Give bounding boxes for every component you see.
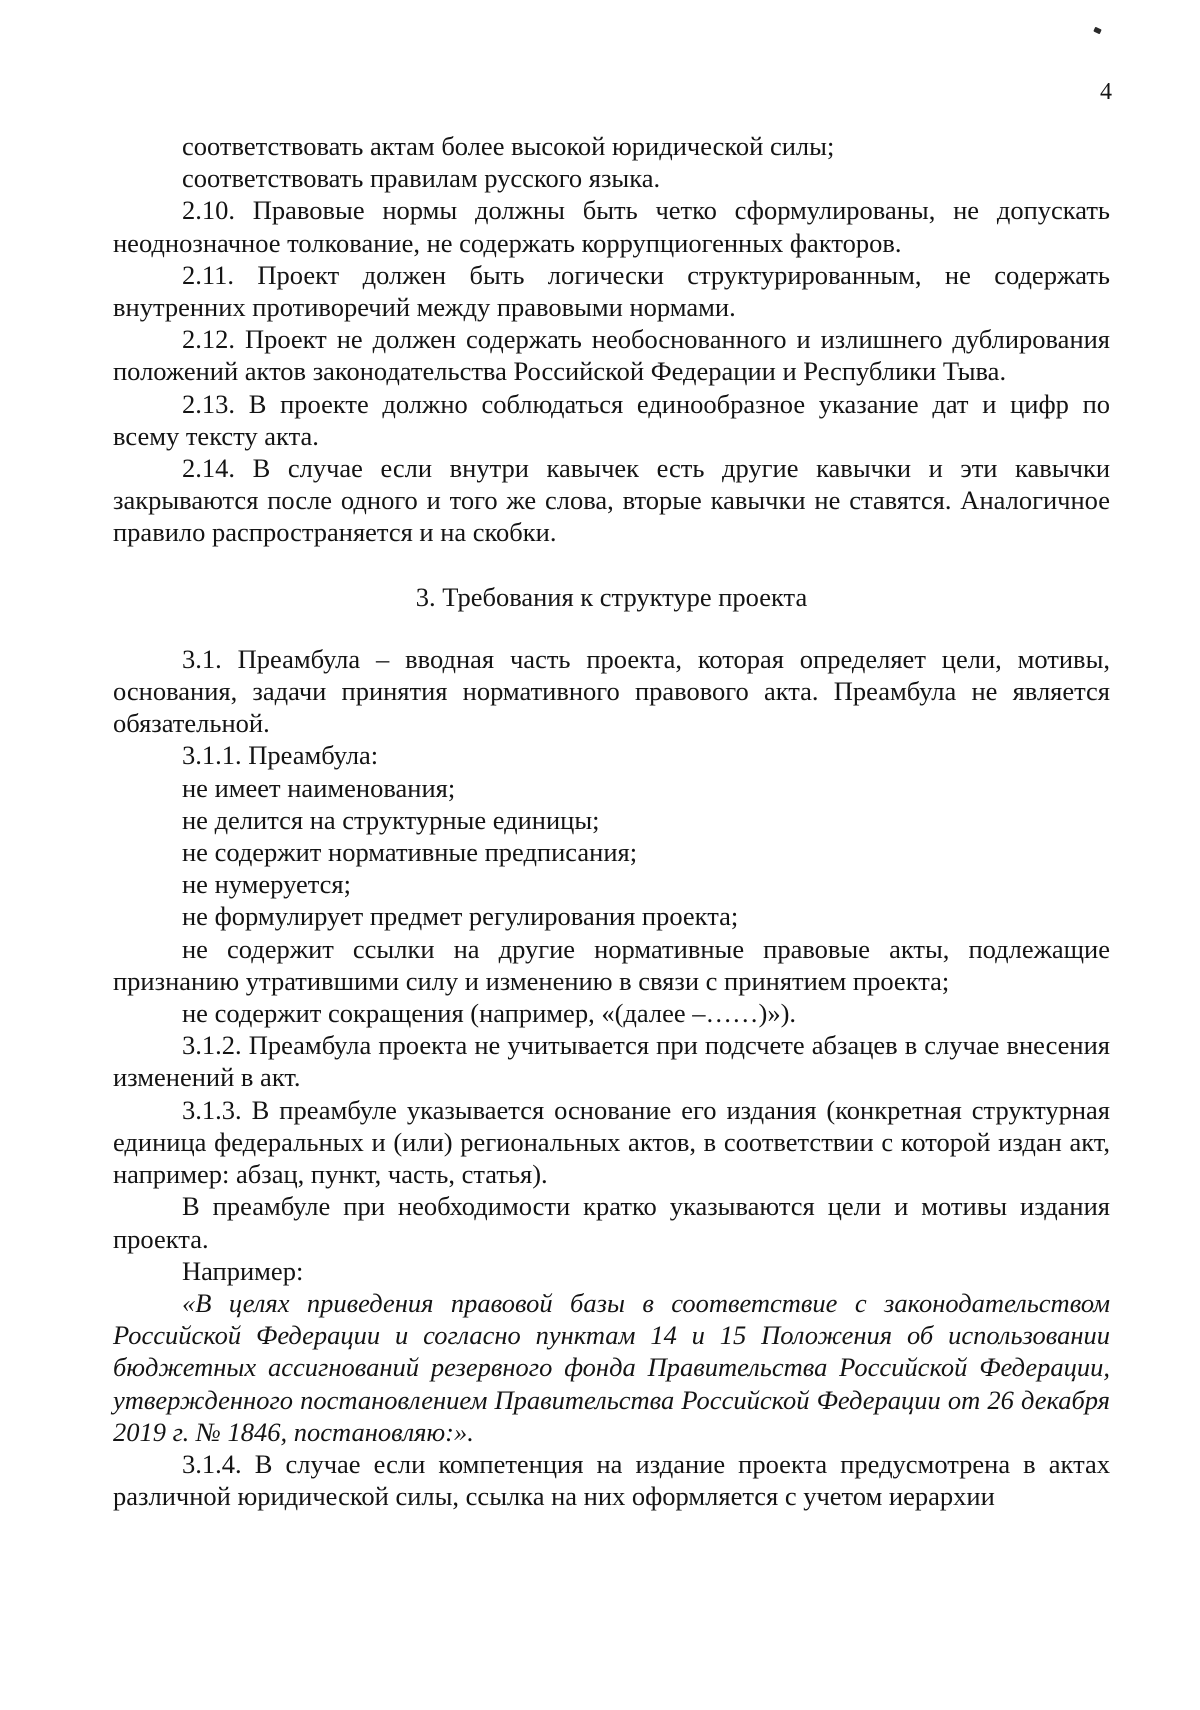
paragraph-3-1-1: 3.1.1. Преамбула: <box>182 740 379 771</box>
paragraph-2-13: 2.13. В проекте должно соблюдаться единообразное указание дат и цифр по всему тексту акта. <box>113 388 1110 451</box>
paragraph: соответствовать правилам русского языка. <box>182 163 661 194</box>
paragraph-3-1-2: 3.1.2. Преамбула проекта не учитывается при подсчете абзацев в случае внесения изменений в акт. <box>113 1030 1110 1093</box>
paragraph-3-1: 3.1. Преамбула – вводная часть проекта, которая определяет цели, мотивы, основания, задачи принятия нормативного правового акта. Преамбула не является обязательной. <box>113 643 1110 739</box>
list-item: не нумеруется; <box>182 869 351 900</box>
list-item: не содержит нормативные предписания; <box>182 837 638 868</box>
section-heading: 3. Требования к структуре проекта <box>415 581 808 612</box>
paragraph-2-12: 2.12. Проект не должен содержать необоснованного и излишнего дублирования положений актов законодательства Российской Федерации и Республики Тыва. <box>113 324 1110 387</box>
paragraph-2-10: 2.10. Правовые нормы должны быть четко сформулированы, не допускать неоднозначное толкование, не содержать коррупциогенных факторов. <box>113 195 1110 258</box>
list-item: не формулирует предмет регулирования проекта; <box>182 901 739 932</box>
list-item: не содержит сокращения (например, «(далее –……)»). <box>182 998 797 1029</box>
paragraph-3-1-3: 3.1.3. В преамбуле указывается основание его издания (конкретная структурная единица федеральных и (или) региональных актов, в соответствии с которой издан акт, например: абзац, пункт, часть, статья). <box>113 1094 1110 1190</box>
paragraph-2-11: 2.11. Проект должен быть логически структурированным, не содержать внутренних противоречий между правовыми нормами. <box>113 259 1110 323</box>
scan-mark <box>1093 27 1101 34</box>
list-item: не делится на структурные единицы; <box>182 804 600 835</box>
paragraph: В преамбуле при необходимости кратко указываются цели и мотивы издания проекта. <box>113 1191 1110 1254</box>
example-label: Например: <box>182 1255 304 1286</box>
paragraph-2-14: 2.14. В случае если внутри кавычек есть другие кавычки и эти кавычки закрываются после одного и того же слова, вторые кавычки не ставятся. Аналогичное правило распространяется и на скобки. <box>113 453 1110 548</box>
page-number: 4 <box>1100 79 1112 105</box>
paragraph-3-1-4: 3.1.4. В случае если компетенция на издание проекта предусмотрена в актах различной юридической силы, ссылка на них оформляется с учетом иерархии <box>113 1448 1110 1512</box>
example-quote: «В целях приведения правовой базы в соответствие с законодательством Российской Федерации и согласно пунктам 14 и 15 Положения об использовании бюджетных ассигнований резервного фонда Правительства Российской Федерации, утвержденного постановлением Правительства Российской Федерации от 26 декабря 2019 г. № 1846, постановляю:». <box>113 1287 1110 1447</box>
document-body <box>113 130 1110 1512</box>
list-item: не содержит ссылки на другие нормативные правовые акты, подлежащие признанию утратившими силу и изменению в связи с принятием проекта; <box>113 933 1110 996</box>
list-item: не имеет наименования; <box>182 772 456 803</box>
paragraph: соответствовать актам более высокой юридической силы; <box>182 131 835 161</box>
